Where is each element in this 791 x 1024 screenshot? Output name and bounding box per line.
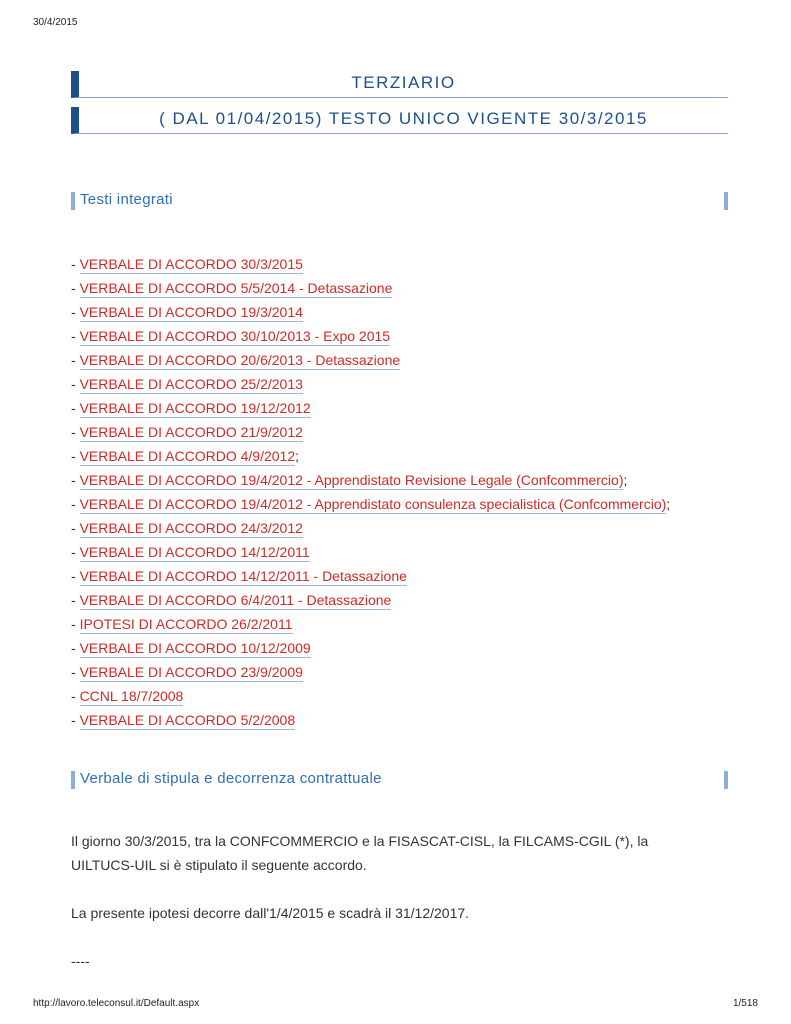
print-date: 30/4/2015	[33, 17, 78, 28]
accordo-link[interactable]: VERBALE DI ACCORDO 19/4/2012 - Apprendistato consulenza specialistica (Confcommercio)	[79, 496, 667, 512]
list-bullet: -	[71, 568, 80, 584]
subtitle-text: ( DAL 01/04/2015) TESTO UNICO VIGENTE 30/3/2015	[159, 109, 648, 128]
page-number: 1/518	[732, 998, 758, 1009]
list-item	[71, 564, 670, 588]
list-bullet: -	[71, 496, 80, 512]
list-bullet: -	[71, 304, 80, 320]
list-suffix: ;	[623, 472, 628, 488]
list-bullet: -	[71, 688, 80, 704]
accordo-link[interactable]: VERBALE DI ACCORDO 30/3/2015	[79, 256, 303, 272]
separator-text: ----	[71, 953, 90, 969]
section-bar-left	[71, 192, 75, 210]
list-bullet: -	[71, 256, 80, 272]
accordo-link[interactable]: VERBALE DI ACCORDO 14/12/2011	[79, 544, 310, 560]
list-item	[71, 540, 670, 564]
list-item	[71, 636, 670, 660]
list-bullet: -	[71, 376, 80, 392]
list-item	[71, 348, 670, 372]
list-bullet: -	[71, 424, 80, 440]
list-item	[71, 588, 670, 612]
paragraph-stipula: Il giorno 30/3/2015, tra la CONFCOMMERCIO e la FISASCAT-CISL, la FILCAMS-CGIL (*), la UILTUCS-UIL si è stipulato il seguente accordo.	[71, 833, 649, 873]
list-item	[71, 420, 670, 444]
section-bar-left	[71, 771, 75, 789]
list-suffix: ;	[295, 448, 299, 464]
section-testi-integrati	[71, 192, 728, 210]
footer-url: http://lavoro.teleconsul.it/Default.aspx	[33, 998, 200, 1009]
list-item	[71, 684, 670, 708]
list-item	[71, 516, 670, 540]
accordo-link[interactable]: VERBALE DI ACCORDO 21/9/2012	[79, 424, 303, 440]
list-bullet: -	[71, 520, 80, 536]
accordo-link[interactable]: VERBALE DI ACCORDO 10/12/2009	[79, 640, 311, 656]
list-item	[71, 612, 670, 636]
section-heading: Testi integrati	[80, 191, 173, 208]
list-bullet: -	[71, 712, 80, 728]
list-suffix: ;	[666, 496, 671, 512]
list-bullet: -	[71, 328, 80, 344]
accordo-link[interactable]: VERBALE DI ACCORDO 20/6/2013 - Detassazione	[79, 352, 401, 368]
accordo-link[interactable]: VERBALE DI ACCORDO 19/4/2012 - Apprendistato Revisione Legale (Confcommercio)	[79, 472, 624, 488]
accordo-link[interactable]: VERBALE DI ACCORDO 5/2/2008	[79, 712, 296, 728]
title-terziario	[71, 71, 728, 98]
accordo-link[interactable]: VERBALE DI ACCORDO 23/9/2009	[79, 664, 303, 680]
list-item	[71, 708, 670, 732]
accordo-link[interactable]: VERBALE DI ACCORDO 6/4/2011 - Detassazione	[79, 592, 392, 608]
list-item	[71, 252, 670, 276]
accordo-link[interactable]: VERBALE DI ACCORDO 25/2/2013	[79, 376, 303, 392]
section-heading: Verbale di stipula e decorrenza contrattuale	[80, 770, 382, 787]
accordo-link[interactable]: VERBALE DI ACCORDO 19/3/2014	[79, 304, 303, 320]
title-text: TERZIARIO	[351, 73, 456, 92]
list-item	[71, 276, 670, 300]
section-bar-right	[724, 192, 728, 210]
accordo-link[interactable]: VERBALE DI ACCORDO 30/10/2013 - Expo 2015	[79, 328, 391, 344]
list-bullet: -	[71, 592, 80, 608]
list-bullet: -	[71, 448, 80, 464]
accordo-link[interactable]: VERBALE DI ACCORDO 24/3/2012	[79, 520, 303, 536]
list-bullet: -	[71, 352, 80, 368]
accordo-link[interactable]: VERBALE DI ACCORDO 14/12/2011 - Detassazione	[79, 568, 407, 584]
list-bullet: -	[71, 664, 80, 680]
list-bullet: -	[71, 544, 80, 560]
list-item	[71, 396, 670, 420]
section-bar-right	[724, 771, 728, 789]
list-item	[71, 444, 670, 468]
list-item	[71, 324, 670, 348]
paragraph-decorrenza: La presente ipotesi decorre dall'1/4/2015 e scadrà il 31/12/2017.	[71, 905, 470, 921]
list-item	[71, 300, 670, 324]
list-bullet: -	[71, 400, 80, 416]
section-verbale-stipula	[71, 771, 728, 789]
accordo-link[interactable]: VERBALE DI ACCORDO 19/12/2012	[79, 400, 311, 416]
accordo-link[interactable]: CCNL 18/7/2008	[79, 688, 184, 704]
list-bullet: -	[71, 472, 80, 488]
list-item	[71, 660, 670, 684]
accordo-link[interactable]: VERBALE DI ACCORDO 5/5/2014 - Detassazione	[79, 280, 393, 296]
list-item	[71, 468, 670, 492]
title-testo-unico	[71, 107, 728, 134]
list-bullet: -	[71, 616, 80, 632]
list-item	[71, 492, 670, 516]
accordo-link[interactable]: VERBALE DI ACCORDO 4/9/2012	[79, 448, 296, 464]
list-item	[71, 372, 670, 396]
list-bullet: -	[71, 640, 80, 656]
list-bullet: -	[71, 280, 80, 296]
accordi-link-list	[71, 252, 670, 732]
accordo-link[interactable]: IPOTESI DI ACCORDO 26/2/2011	[79, 616, 293, 632]
